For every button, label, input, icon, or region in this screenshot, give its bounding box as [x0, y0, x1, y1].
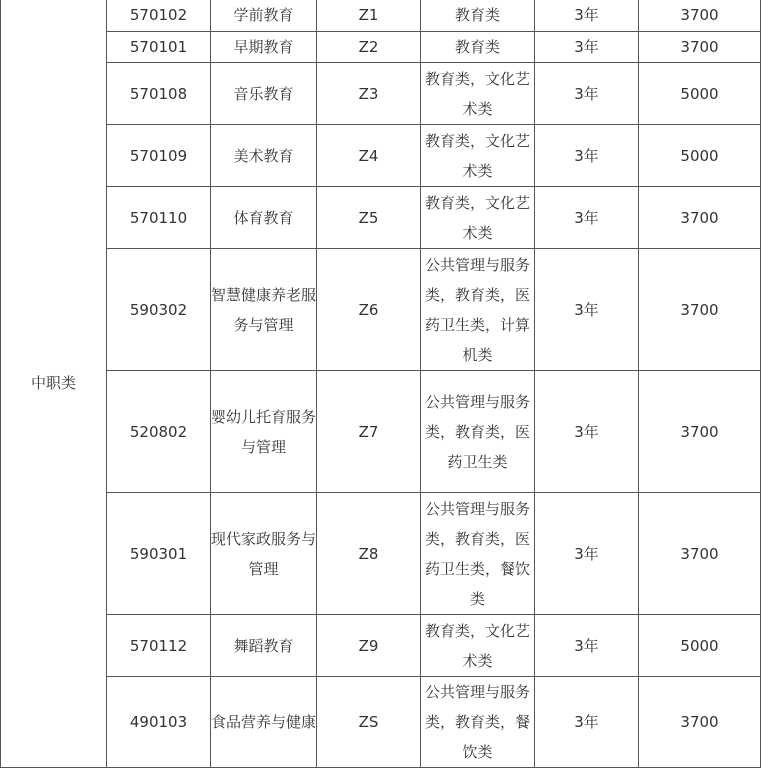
major-name-cell: 婴幼儿托育服务与管理 — [211, 371, 317, 493]
duration-cell: 3年 — [535, 32, 639, 63]
major-name-cell: 音乐教育 — [211, 63, 317, 125]
table-body — [1, 0, 761, 768]
tuition-cell: 5000 — [639, 615, 761, 677]
major-name-cell: 早期教育 — [211, 32, 317, 63]
major-id-cell: Z5 — [317, 187, 421, 249]
table-row — [1, 493, 761, 615]
major-code-cell: 570101 — [107, 32, 211, 63]
exam-subject-cell: 教育类 — [421, 32, 535, 63]
category-label: 中职类 — [30, 374, 76, 392]
major-code-cell: 570112 — [107, 615, 211, 677]
major-name-cell: 舞蹈教育 — [211, 615, 317, 677]
tuition-cell: 3700 — [639, 32, 761, 63]
exam-subject-cell: 公共管理与服务类，教育类，医药卫生类 — [421, 371, 535, 493]
exam-subject-cell: 教育类，文化艺术类 — [421, 187, 535, 249]
exam-subject-cell: 教育类，文化艺术类 — [421, 615, 535, 677]
tuition-cell: 3700 — [639, 249, 761, 371]
table-row — [1, 371, 761, 493]
exam-subject-cell: 公共管理与服务类，教育类，餐饮类 — [421, 677, 535, 768]
table-row — [1, 677, 761, 768]
major-code-cell: 570102 — [107, 0, 211, 32]
major-name-cell: 智慧健康养老服务与管理 — [211, 249, 317, 371]
table-row — [1, 615, 761, 677]
category-cell — [1, 0, 107, 768]
exam-subject-cell: 教育类，文化艺术类 — [421, 63, 535, 125]
major-code-cell: 570109 — [107, 125, 211, 187]
major-id-cell: Z6 — [317, 249, 421, 371]
table-row — [1, 0, 761, 32]
major-id-cell: Z7 — [317, 371, 421, 493]
duration-cell: 3年 — [535, 187, 639, 249]
major-name-cell: 美术教育 — [211, 125, 317, 187]
exam-subject-cell: 公共管理与服务类，教育类，医药卫生类，餐饮类 — [421, 493, 535, 615]
tuition-cell: 3700 — [639, 677, 761, 768]
table-row — [1, 63, 761, 125]
duration-cell: 3年 — [535, 677, 639, 768]
tuition-cell: 3700 — [639, 493, 761, 615]
major-name-cell: 体育教育 — [211, 187, 317, 249]
exam-subject-cell: 教育类 — [421, 0, 535, 32]
duration-cell: 3年 — [535, 615, 639, 677]
tuition-cell: 5000 — [639, 63, 761, 125]
duration-cell: 3年 — [535, 249, 639, 371]
major-id-cell: Z2 — [317, 32, 421, 63]
major-id-cell: Z8 — [317, 493, 421, 615]
major-id-cell: Z9 — [317, 615, 421, 677]
major-code-cell: 520802 — [107, 371, 211, 493]
major-id-cell: ZS — [317, 677, 421, 768]
major-id-cell: Z1 — [317, 0, 421, 32]
major-code-cell: 570108 — [107, 63, 211, 125]
tuition-cell: 3700 — [639, 371, 761, 493]
duration-cell: 3年 — [535, 371, 639, 493]
table-row — [1, 187, 761, 249]
major-code-cell: 590301 — [107, 493, 211, 615]
major-code-cell: 570110 — [107, 187, 211, 249]
duration-cell: 3年 — [535, 0, 639, 32]
table-row — [1, 249, 761, 371]
major-id-cell: Z4 — [317, 125, 421, 187]
major-name-cell: 学前教育 — [211, 0, 317, 32]
tuition-cell: 3700 — [639, 187, 761, 249]
duration-cell: 3年 — [535, 63, 639, 125]
table-row — [1, 32, 761, 63]
duration-cell: 3年 — [535, 493, 639, 615]
exam-subject-cell: 教育类，文化艺术类 — [421, 125, 535, 187]
table-row — [1, 125, 761, 187]
major-code-cell: 490103 — [107, 677, 211, 768]
major-code-cell: 590302 — [107, 249, 211, 371]
major-id-cell: Z3 — [317, 63, 421, 125]
duration-cell: 3年 — [535, 125, 639, 187]
tuition-cell: 5000 — [639, 125, 761, 187]
major-name-cell: 现代家政服务与管理 — [211, 493, 317, 615]
major-name-cell: 食品营养与健康 — [211, 677, 317, 768]
tuition-cell: 3700 — [639, 0, 761, 32]
exam-subject-cell: 公共管理与服务类，教育类，医药卫生类，计算机类 — [421, 249, 535, 371]
